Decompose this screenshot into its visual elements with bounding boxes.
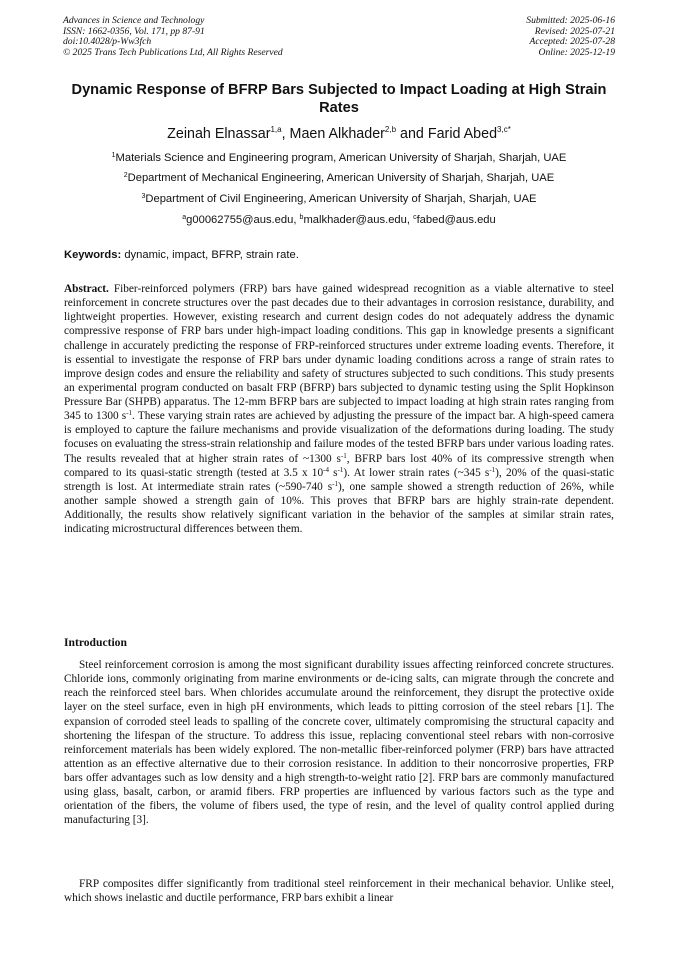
author-name: Farid Abed — [427, 126, 498, 142]
author-list: Zeinah Elnassar$^{1,a}$, Maen Alkhader$^{2,b}$ and Farid Abed$^{3,c*}$ — [167, 125, 511, 142]
keywords-line — [64, 249, 299, 262]
email-link[interactable]: g00062755@aus.edu, — [186, 214, 297, 226]
keywords-label: Keywords: — [64, 249, 122, 261]
author-conjunction: and — [400, 126, 424, 142]
introduction-paragraph-1: Steel reinforcement corrosion is among the most significant durability issues affecting reinforced concrete structures. Chloride ions, commonly originating from marine environments or de-icing salts, can migrate through the concrete and reach the reinforced steel bars. When chlorides accumulate around the reinforcement, they disrupt the protective oxide layer on the steel surface, even in high pH environments, which leads to pitting corrosion of the steel rebars [1]. The expansion of corroded steel leads to spalling of the concrete cover, ultimately compromising the structural capacity and shortening the lifespan of the structure. To address this issue, replacing conventional steel rebars with non-corrosive reinforcement materials has been widely explored. The non-metallic fiber-reinforced polymer (FRP) bars have attracted attention as an effective alternative due to their corrosion resistance. In addition to their noncorrosive properties, FRP bars offer advantages such as low density and a high strength-to-weight ratio [2]. FRP bars are commonly manufactured using glass, basalt, carbon, or aramid fibers. FRP properties are influenced by various factors such as the type and orientation of the fibers, the volume of fibers used, the type of resin, and the level of quality control applied during manufacturing [3]. — [64, 659, 614, 827]
date-accepted: Accepted: 2025-07-28 — [529, 36, 615, 48]
paper-title: Dynamic Response of BFRP Bars Subjected to Impact Loading at High Strain Rates — [71, 82, 607, 116]
abstract-text: ), 20% of the quasi-static strength is lost. At intermediate strain rates (~590-740 s — [64, 466, 614, 493]
superscript: -1 — [489, 465, 496, 474]
abstract-text: s — [328, 466, 338, 479]
abstract — [64, 282, 614, 536]
journal-name: Advances in Science and Technology — [63, 15, 205, 26]
email-link[interactable]: fabed@aus.edu — [416, 214, 496, 226]
author-superscript: 2,b — [384, 125, 397, 134]
issn-volume: ISSN: 1662-0356, Vol. 171, pp 87-91 — [63, 25, 205, 37]
abstract-text: . These varying strain rates are achieved by adjusting the pressure of the impact bar. A high-speed camera is employed to capture the failure mechanisms and provide visualization of the deformations during loading. The study focuses on evaluating the stress-strain relationship and failure modes of the tested BFRP bars under various loading rates. The results revealed that at higher strain rates of ~1300 s — [64, 410, 614, 465]
superscript: -1 — [337, 465, 344, 474]
journal-header-left — [63, 16, 283, 58]
date-submitted: Submitted: 2025-06-16 — [526, 15, 615, 26]
abstract-label: Abstract. — [64, 283, 109, 295]
affiliation-superscript: 2 — [123, 172, 128, 179]
superscript: -1 — [332, 479, 338, 488]
abstract-text: , BFRP bars lost 40% of its compressive strength when compared to its quasi-static strength (tested at 3.5 x 10 — [64, 452, 614, 479]
affiliation-2 — [0, 172, 678, 185]
affiliation-superscript: 3 — [141, 193, 146, 200]
author-superscript: 3,c* — [497, 125, 511, 134]
author-emails — [0, 214, 678, 227]
section-heading-introduction: Introduction — [64, 636, 127, 649]
affiliation-3 — [0, 193, 678, 206]
abstract-text: ), one sample showed a strength reduction of 26%, while another sample showed a strength gain of 10%. This proves that BFRP bars are highly strain-rate dependent. Additionally, the results show relatively significant variation in the behavior of the samples at similar strain rates, indicating microstructural differences between them. — [64, 480, 614, 536]
author-name: Maen Alkhader — [289, 126, 385, 142]
email-superscript: a — [182, 214, 187, 221]
email-link[interactable]: malkhader@aus.edu, — [303, 214, 410, 226]
author-superscript: 1,a — [270, 125, 282, 134]
abstract-text: Fiber-reinforced polymers (FRP) bars have gained widespread recognition as a viable alternative to steel reinforcement in concrete structures over the past decades due to their advantages in corrosion resistance, durability, and lightweight properties. However, existing research and current design codes do not adequately address the dynamic compressive response of FRP bars under high-impact loading conditions. This gap in knowledge presents a significant challenge in accurately predicting the response of FRP-reinforced structures under extreme loading events. Therefore, it is essential to investigate the response of FRP bars under dynamic loading conditions across a range of strain rates to improve design codes and ensure the reliability and safety of structures subjected to such conditions. This study presents an experimental program conducted on basalt FRP (BFRP) bars subjected to dynamic testing using the Split Hopkinson Pressure Bar (SHPB) apparatus. The 12-mm BFRP bars are subjected to impact loading at high strain rates ranging from 345 to 1300 s — [64, 283, 614, 423]
email-superscript: c — [413, 214, 417, 221]
affiliation-superscript: 1 — [111, 152, 116, 159]
date-revised: Revised: 2025-07-21 — [534, 25, 615, 37]
affiliation-text: Materials Science and Engineering program, American University of Sharjah, Sharjah, UAE — [115, 152, 567, 164]
email-superscript: b — [299, 214, 304, 221]
affiliation-text: Department of Mechanical Engineering, American University of Sharjah, Sharjah, UAE — [127, 172, 555, 184]
affiliation-text: Department of Civil Engineering, American University of Sharjah, Sharjah, UAE — [145, 193, 537, 205]
superscript: -1 — [126, 409, 133, 418]
keywords-text: dynamic, impact, BFRP, strain rate. — [124, 249, 299, 261]
affiliation-1 — [0, 152, 678, 165]
abstract-text: ). At lower strain rates (~345 s — [343, 466, 490, 479]
introduction-paragraph-2: FRP composites differ significantly from traditional steel reinforcement in their mechanical behavior. Unlike steel, which shows inelastic and ductile performance, FRP bars exhibit a linear — [64, 878, 614, 905]
copyright: © 2025 Trans Tech Publications Ltd, All Rights Reserved — [63, 46, 283, 58]
doi[interactable]: doi:10.4028/p-Ww3fch — [63, 36, 152, 48]
superscript: -4 — [323, 465, 329, 474]
date-online: Online: 2025-12-19 — [538, 46, 615, 58]
journal-header-right — [526, 16, 615, 58]
author-name: Zeinah Elnassar — [167, 126, 271, 142]
superscript: -1 — [340, 451, 347, 460]
